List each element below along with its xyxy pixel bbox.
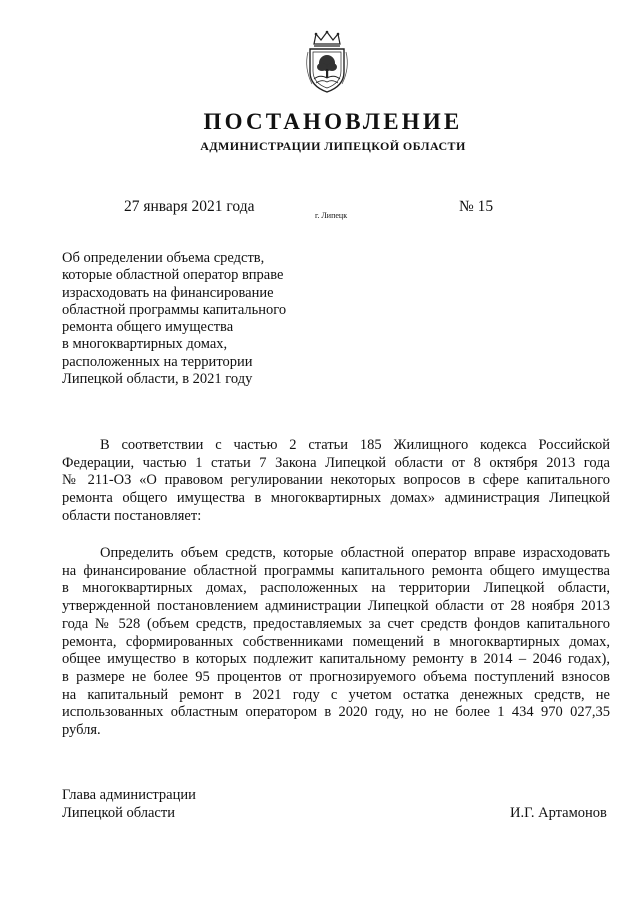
body-paragraph-preamble: [62, 437, 610, 526]
subject-line: расположенных на территории: [62, 353, 253, 370]
paragraph-line: общее имущество в которых подлежит капитальному ремонту в 2014 – 2046 годах),: [62, 651, 610, 668]
document-title: ПОСТАНОВЛЕНИЕ: [203, 109, 463, 134]
paragraph-line: года № 528 (объем средств, предоставляемых за счет средств фондов капитального: [62, 615, 610, 632]
paragraph-line: использованных областным оператором в 2020 году, но не более 1 434 970 027,35: [62, 704, 610, 721]
subject-line: Об определении объема средств,: [62, 250, 265, 266]
paragraph-line: В соответствии с частью 2 статьи 185 Жилищного кодекса Российской: [100, 437, 610, 453]
signer-name: И.Г. Артамонов: [510, 805, 607, 821]
subject-line: в многоквартирных домах,: [62, 336, 228, 353]
paragraph-line: ремонта общего имущества в многоквартирных домах» администрация Липецкой: [62, 490, 610, 507]
subject-line: ремонта общего имущества: [62, 319, 234, 336]
signer-position-line: Глава администрации: [62, 787, 196, 803]
paragraph-line: в размере не более 95 процентов от прогнозируемого объема поступлений взносов: [62, 668, 610, 685]
paragraph-line: № 211-ОЗ «О правовом регулировании некоторых вопросов в сфере капитального: [62, 472, 610, 489]
document-number: № 15: [459, 198, 494, 215]
paragraph-line: на капитальный ремонт в 2021 году с учетом остатка денежных средств, не: [62, 686, 610, 703]
document-subject: [62, 250, 312, 388]
document-subtitle: АДМИНИСТРАЦИИ ЛИПЕЦКОЙ ОБЛАСТИ: [200, 139, 466, 153]
lipetsk-coat-of-arms-icon: [302, 30, 352, 94]
signer-position-line: Липецкой области: [62, 804, 175, 821]
subject-line: израсходовать на финансирование: [62, 284, 274, 301]
paragraph-line: Федерации, частью 1 статьи 7 Закона Липецкой области от 8 октября 2013 года: [62, 454, 610, 471]
paragraph-line: утвержденной постановлением администрации Липецкой области от 28 ноября 2013: [62, 598, 610, 615]
paragraph-line: рубля.: [62, 722, 101, 739]
subject-line: Липецкой области, в 2021 году: [62, 371, 253, 388]
paragraph-line: на финансирование областной программы капитального ремонта общего имущества: [62, 562, 610, 579]
document-city: г. Липецк: [315, 211, 348, 220]
signer-position: [62, 787, 196, 822]
paragraph-line: в многоквартирных домах, расположенных на территории Липецкой области,: [62, 580, 610, 597]
document-date: 27 января 2021 года: [124, 198, 255, 215]
paragraph-line: ремонта, сформированных собственниками помещений в многоквартирных домах,: [62, 633, 610, 650]
paragraph-line: Определить объем средств, которые областной оператор вправе израсходовать: [100, 545, 610, 561]
paragraph-line: области постановляет:: [62, 507, 202, 524]
subject-line: областной программы капитального: [62, 301, 287, 318]
subject-line: которые областной оператор вправе: [62, 267, 284, 284]
body-paragraph-resolution: [62, 545, 610, 740]
